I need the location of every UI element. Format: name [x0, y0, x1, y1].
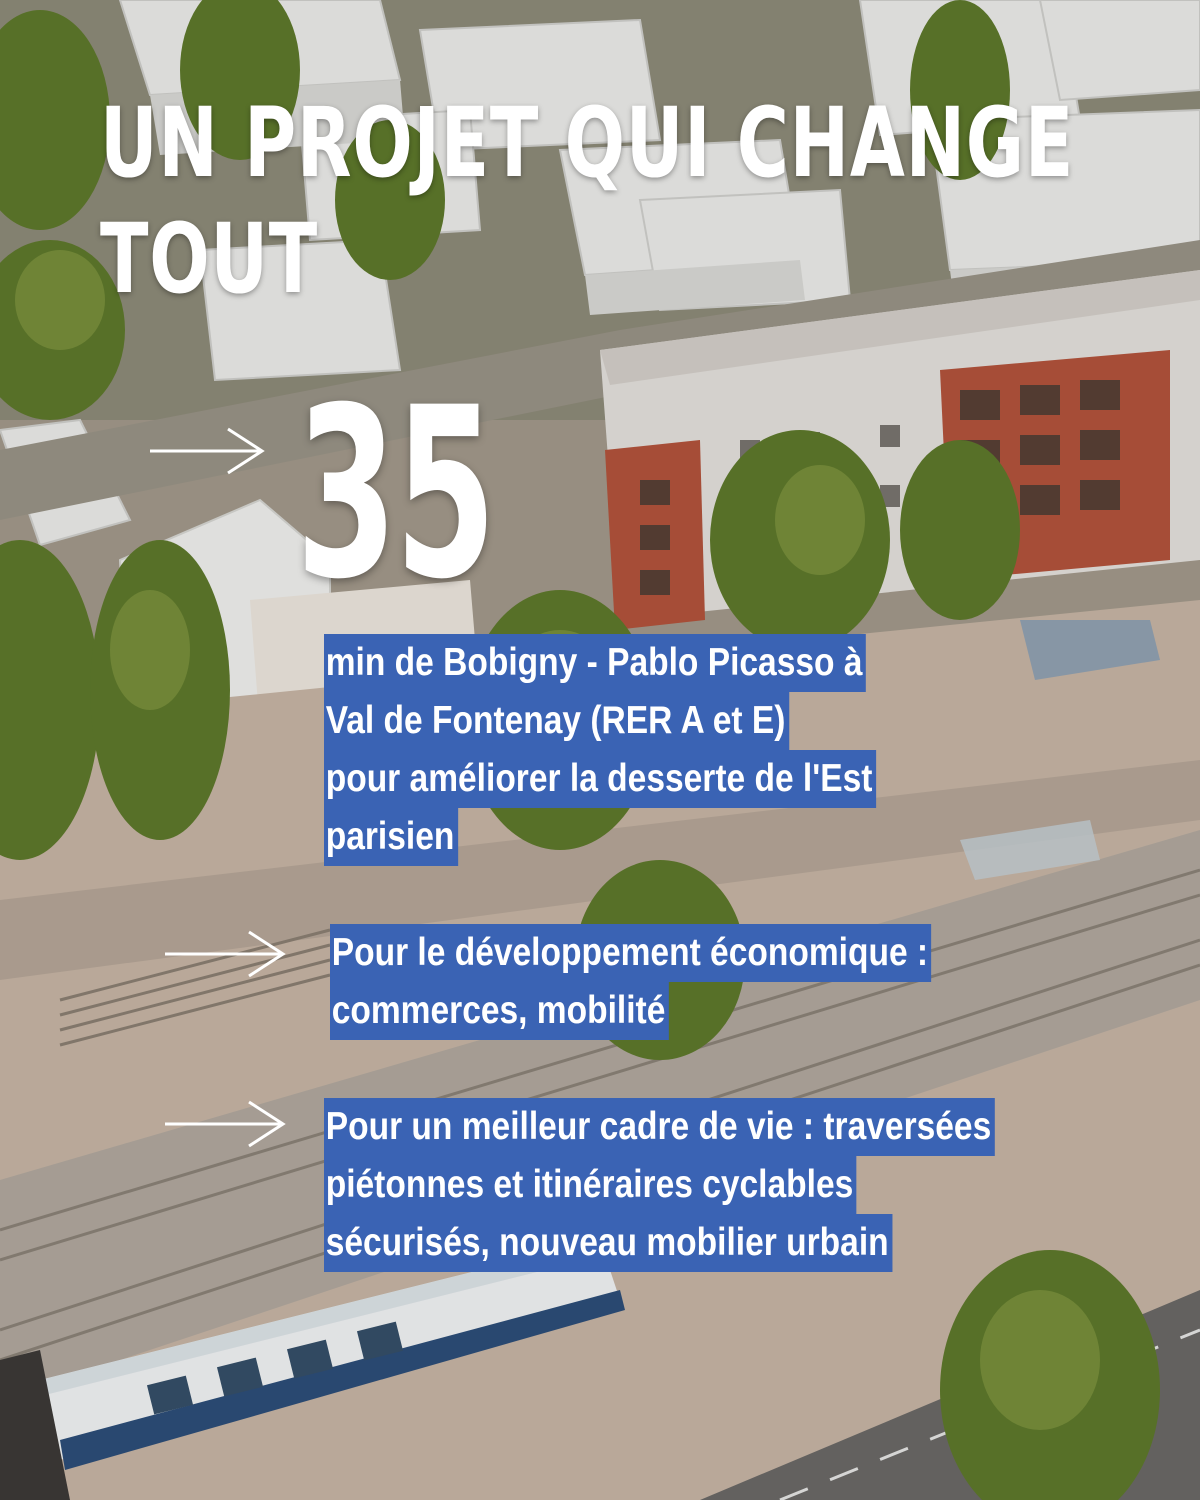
stat-number: 35 [296, 358, 494, 631]
benefit-economic [330, 924, 1029, 1040]
arrow-right-icon [165, 1098, 290, 1150]
stat-line: Val de Fontenay (RER A et E) [324, 692, 789, 750]
stat-line: pour améliorer la desserte de l'Est [324, 750, 876, 808]
benefit-line: sécurisés, nouveau mobilier urbain [324, 1214, 892, 1272]
stat-description [324, 634, 966, 866]
benefit-line: commerces, mobilité [330, 982, 669, 1040]
page-title-line-2: TOUT [100, 203, 318, 315]
arrow-right-icon [150, 425, 270, 477]
page-title [100, 85, 1151, 317]
stat-line: parisien [324, 808, 458, 866]
benefit-line: piétonnes et itinéraires cyclables [324, 1156, 857, 1214]
stat-line: min de Bobigny - Pablo Picasso à [324, 634, 866, 692]
benefit-living-environment [324, 1098, 1104, 1272]
arrow-right-icon [165, 928, 290, 980]
benefit-line: Pour le développement économique : [330, 924, 932, 982]
page-title-line-1: UN PROJET QUI CHANGE [100, 87, 1075, 199]
benefit-line: Pour un meilleur cadre de vie : traversées [324, 1098, 995, 1156]
